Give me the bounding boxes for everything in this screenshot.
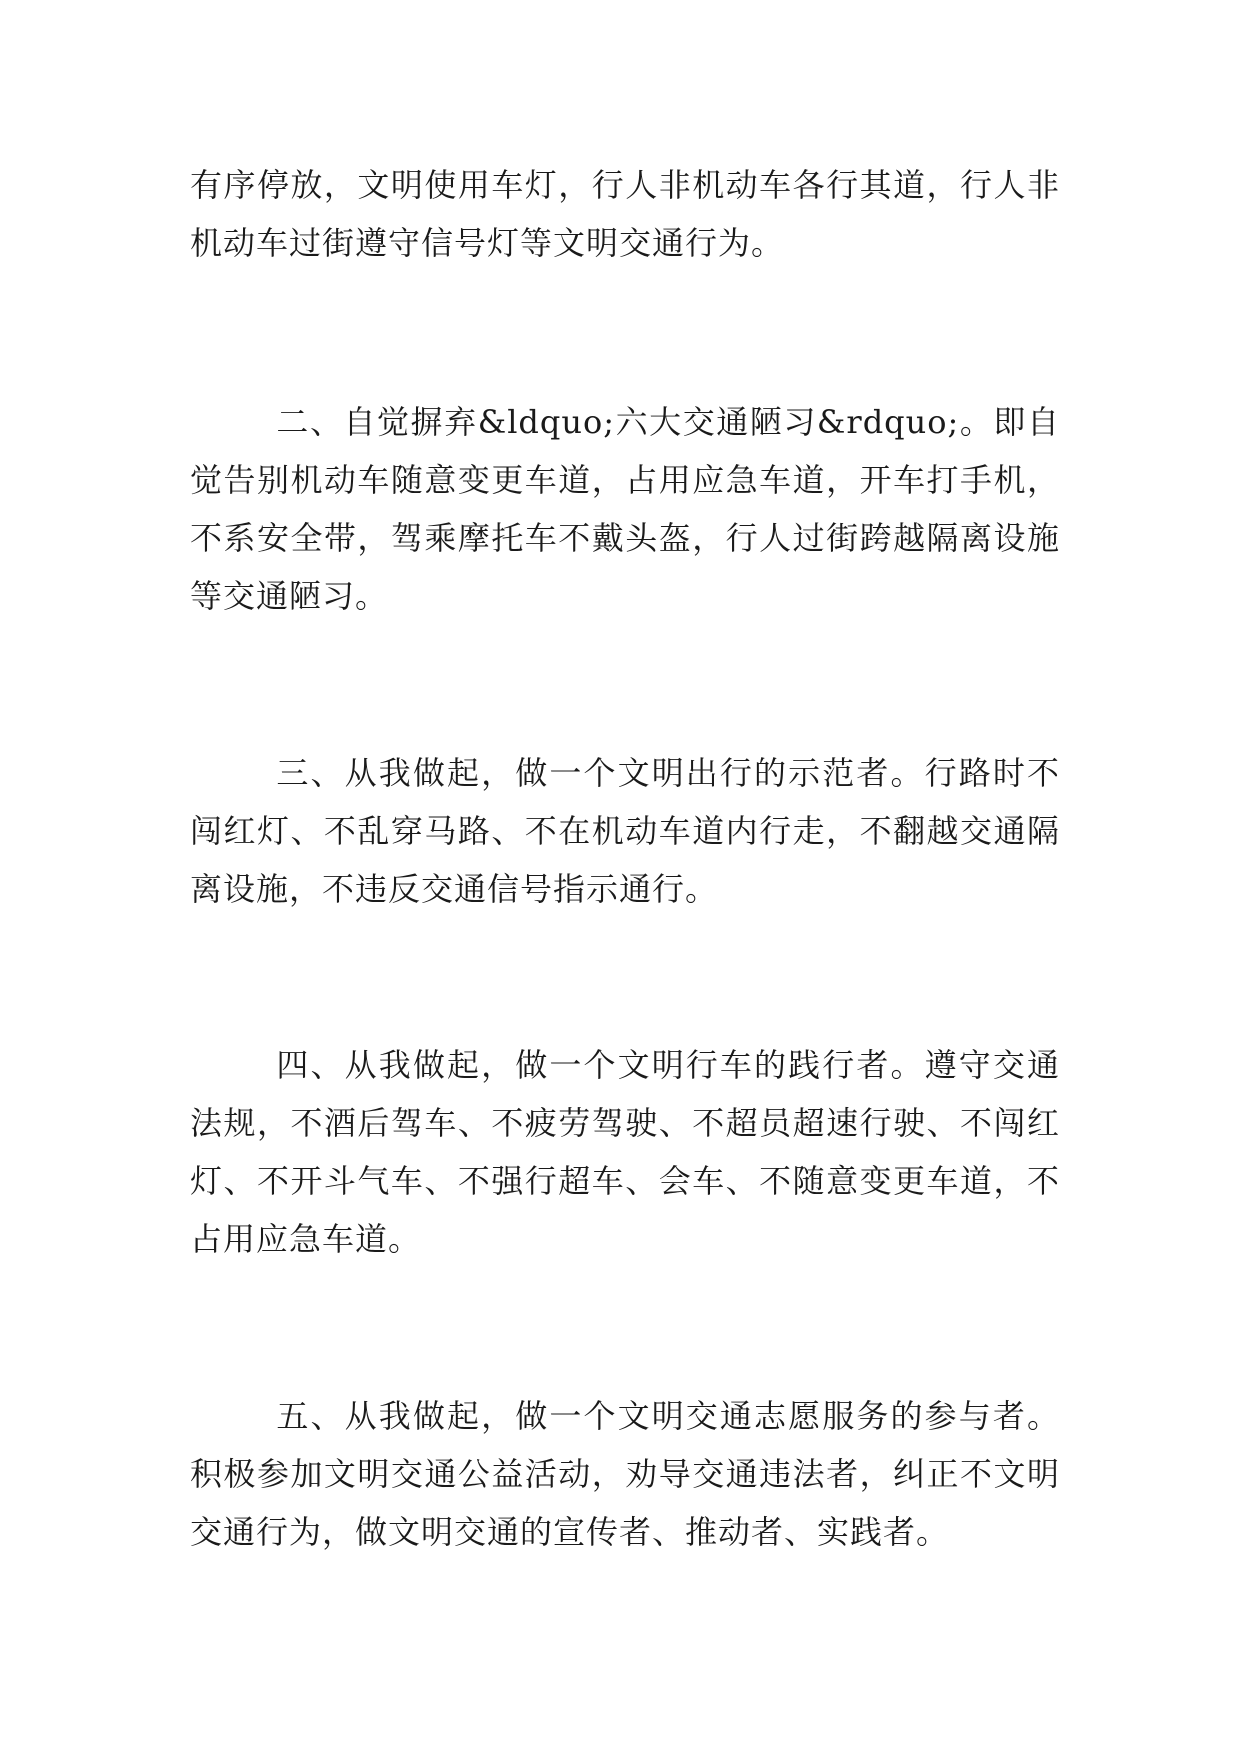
paragraph-item-4: 四、从我做起，做一个文明行车的践行者。遵守交通法规，不酒后驾车、不疲劳驾驶、不超员超速行驶、不闯红灯、不开斗气车、不强行超车、会车、不随意变更车道，不占用应急车道。 <box>190 1046 1060 1258</box>
paragraph-item-5: 五、从我做起，做一个文明交通志愿服务的参与者。积极参加文明交通公益活动，劝导交通违法者，纠正不文明交通行为，做文明交通的宣传者、推动者、实践者。 <box>190 1397 1060 1551</box>
paragraph-continued: 有序停放，文明使用车灯，行人非机动车各行其道，行人非机动车过街遵守信号灯等文明交通行为。 <box>190 166 1060 262</box>
paragraph-item-2: 二、自觉摒弃&ldquo;六大交通陋习&rdquo;。即自觉告别机动车随意变更车道，占用应急车道，开车打手机，不系安全带，驾乘摩托车不戴头盔，行人过街跨越隔离设施等交通陋习。 <box>190 403 1060 615</box>
paragraph-item-3: 三、从我做起，做一个文明出行的示范者。行路时不闯红灯、不乱穿马路、不在机动车道内行走，不翻越交通隔离设施，不违反交通信号指示通行。 <box>190 754 1060 908</box>
